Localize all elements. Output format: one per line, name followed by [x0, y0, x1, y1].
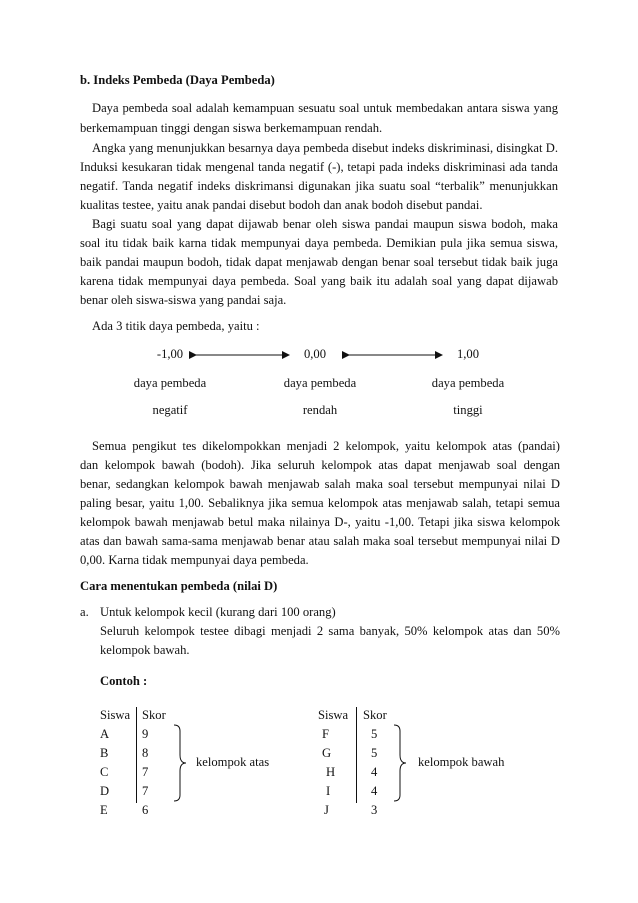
titik-intro: Ada 3 titik daya pembeda, yaitu : — [92, 319, 260, 333]
table-cell: A — [100, 727, 110, 741]
paragraph-line: karena tidak mempunyai daya pembeda. Soal yang baik itu adalah soal yang dapat dijawab — [80, 274, 558, 288]
paragraph-line: baik pandai maupun bodoh, tidak dapat menjawab dengan benar soal tersebut tidak baik juga — [80, 255, 558, 269]
paragraph-line: dan kelompok bawah (bodoh). Jika seluruh kelompok atas dapat menjawab soal dengan — [80, 458, 560, 472]
paragraph-line: Seluruh kelompok testee dibagi menjadi 2 sama banyak, 50% kelompok atas dan 50% — [100, 624, 560, 638]
table-cell: 7 — [142, 765, 149, 779]
table-cell: J — [324, 803, 329, 817]
scale-label: tinggi — [453, 403, 483, 417]
table-cell: 5 — [371, 727, 378, 741]
table-cell: 7 — [142, 784, 149, 798]
table-cell: 4 — [371, 784, 378, 798]
paragraph-line: benar oleh siswa-siswa yang pandai saja. — [80, 293, 287, 307]
paragraph-line: benar, sedangkan kelompok bawah menjawab salah maka soal tersebut mempunyai nilai D — [80, 477, 560, 491]
scale-label: daya pembeda — [133, 376, 207, 390]
table-cell: 5 — [371, 746, 378, 760]
table-cell: F — [322, 727, 330, 741]
scale-value: 0,00 — [303, 347, 327, 361]
column-header: Skor — [142, 708, 166, 722]
paragraph-line: Angka yang menunjukkan besarnya daya pembeda disebut indeks diskriminasi, disingkat D. — [92, 141, 558, 155]
cara-heading: Cara menentukan pembeda (nilai D) — [80, 579, 278, 593]
list-marker: a. — [80, 605, 89, 619]
paragraph-line: Daya pembeda soal adalah kemampuan sesuatu soal untuk membedakan antara siswa yang — [92, 101, 558, 115]
table-cell: 6 — [142, 803, 149, 817]
paragraph-line: Induksi kesukaran tidak mengenal tanda negatif (-), tetapi pada indeks diskriminasi ada tanda — [80, 160, 558, 174]
table-cell: E — [100, 803, 108, 817]
paragraph-line: atas dan bawah sama-sama menjawab benar atau salah maka soal tersebut mempunyai nilai D — [80, 534, 560, 548]
contoh-label: Contoh : — [100, 674, 148, 688]
paragraph-line: kelompok bawah menjawab betul maka nilainya D-, yaitu -1,00. Tetapi jika siswa kelompok — [80, 515, 560, 529]
brace-icon — [392, 723, 412, 803]
brace-icon — [172, 723, 192, 803]
siswa-column — [318, 706, 348, 820]
paragraph-line: Bagi suatu soal yang dapat dijawab benar oleh siswa pandai maupun siswa bodoh, maka — [92, 217, 558, 231]
scale-label: daya pembeda — [283, 376, 357, 390]
paragraph-line: kelompok bawah. — [100, 643, 190, 657]
column-header: Siswa — [318, 708, 349, 722]
group-label: kelompok bawah — [418, 755, 505, 769]
skor-column — [142, 706, 166, 820]
table-cell: 8 — [142, 746, 149, 760]
column-divider — [136, 707, 137, 803]
table-cell: 4 — [371, 765, 378, 779]
table-cell: 3 — [371, 803, 378, 817]
scale-label: negatif — [152, 403, 188, 417]
table-cell: G — [322, 746, 332, 760]
paragraph-line: berkemampuan tinggi dengan siswa berkemampuan rendah. — [80, 121, 383, 135]
paragraph-line: 0,00. Karna tidak mempunyai daya pembeda. — [80, 553, 309, 567]
column-header: Siswa — [100, 708, 131, 722]
siswa-column — [100, 706, 130, 820]
scale-label: daya pembeda — [431, 376, 505, 390]
scale-arrows — [0, 346, 638, 366]
column-header: Skor — [363, 708, 387, 722]
section-heading: b. Indeks Pembeda (Daya Pembeda) — [80, 73, 275, 87]
table-cell: 9 — [142, 727, 149, 741]
table-cell: B — [100, 746, 109, 760]
paragraph-line: paling besar, yaitu 1,00. Sebaliknya jika semua kelompok atas menjawab salah, tetapi semua — [80, 496, 560, 510]
group-label: kelompok atas — [196, 755, 270, 769]
table-cell: H — [326, 765, 336, 779]
scale-value: 1,00 — [456, 347, 480, 361]
scale-value: -1,00 — [156, 347, 184, 361]
column-divider — [356, 707, 357, 803]
paragraph-line: negatif. Tanda negatif indeks diskrimansi digunakan jika suatu soal “terbalik” menunjukkan — [80, 179, 558, 193]
paragraph-line: soal itu tidak baik karna tidak mempunyai daya pembeda. Demikian pula jika semua siswa, — [80, 236, 558, 250]
list-item-title: Untuk kelompok kecil (kurang dari 100 orang) — [100, 605, 336, 619]
table-cell: I — [326, 784, 331, 798]
table-cell: C — [100, 765, 109, 779]
paragraph-line: Semua pengikut tes dikelompokkan menjadi 2 kelompok, yaitu kelompok atas (pandai) — [92, 439, 560, 453]
paragraph-line: kualitas testee, yaitu anak pandai disebut bodoh dan anak bodoh disebut pandai. — [80, 198, 483, 212]
skor-column — [363, 706, 387, 820]
scale-label: rendah — [302, 403, 338, 417]
table-cell: D — [100, 784, 110, 798]
